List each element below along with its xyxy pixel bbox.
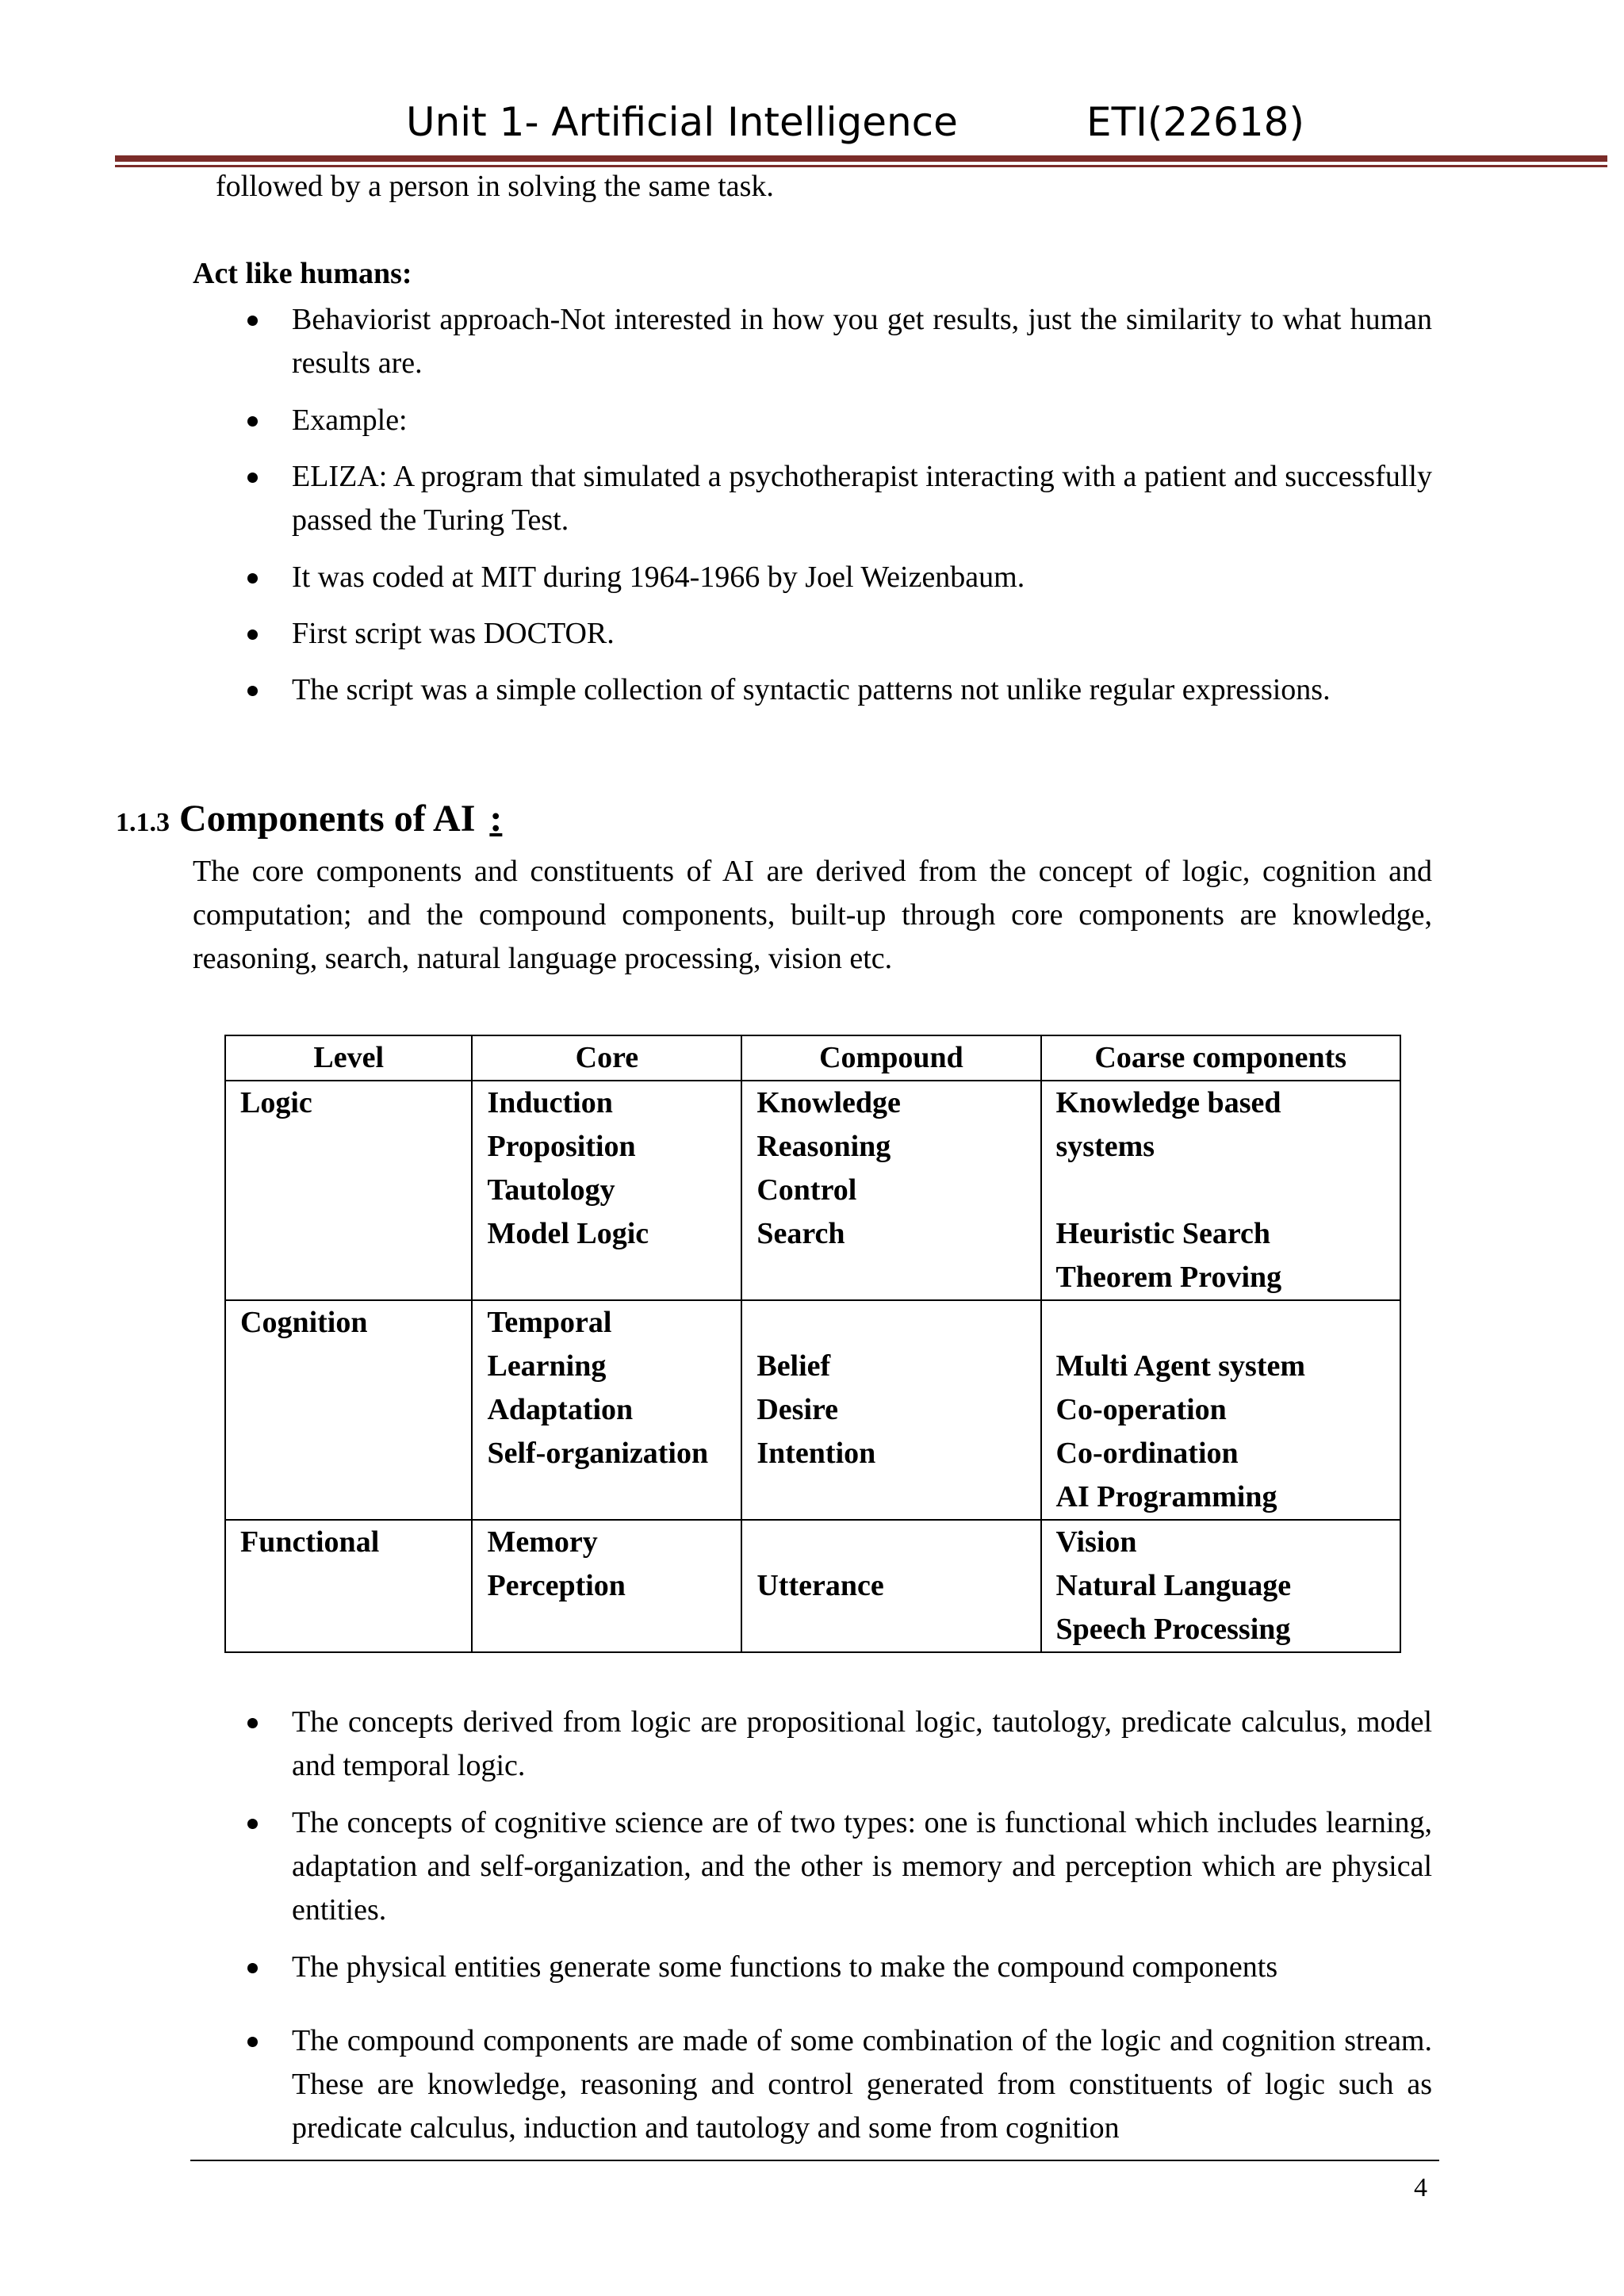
table-row	[225, 1081, 1400, 1300]
bullet-icon	[247, 2037, 258, 2047]
bullet-icon	[247, 686, 258, 696]
section-number: 1.1.3	[116, 808, 170, 837]
continuation-text: followed by a person in solving the same task.	[216, 170, 774, 203]
footer-rule	[190, 2160, 1439, 2161]
list-item: The compound components are made of some combination of the logic and cognition stream. These are knowledge, reasoning and control generated from constituents of logic such as predicate calculus, induction and tautology and some from cognition	[238, 2019, 1432, 2150]
list-item: ELIZA: A program that simulated a psychotherapist interacting with a patient and successfully passed the Turing Test.	[238, 455, 1432, 542]
level-cell: Logic	[225, 1081, 472, 1300]
list-item: First script was DOCTOR.	[238, 612, 1432, 656]
list-item: The physical entities generate some functions to make the compound components	[238, 1946, 1432, 1989]
bullet-icon	[247, 573, 258, 584]
bullet-icon	[247, 416, 258, 427]
header-rule-thick	[115, 155, 1607, 162]
section-colon: :	[489, 798, 503, 840]
act-like-humans-heading: Act like humans:	[193, 257, 412, 290]
section-paragraph: The core components and constituents of AI are derived from the concept of logic, cognition and computation; and the compound components, built-up through core components are knowledge, reasoning, search, natural language processing, vision etc.	[193, 855, 1432, 975]
table-header-row	[225, 1035, 1400, 1081]
section-title: Components of AI	[179, 798, 476, 840]
column-header-coarse: Coarse components	[1041, 1035, 1401, 1081]
bullet-icon	[247, 1963, 258, 1973]
list-item: The script was a simple collection of syntactic patterns not unlike regular expressions.	[238, 668, 1432, 712]
bullet-icon	[247, 1819, 258, 1829]
coarse-cell: Knowledge based systems Heuristic Search Theorem Proving	[1041, 1081, 1401, 1300]
bullet-icon	[247, 316, 258, 326]
bullet-icon	[247, 473, 258, 483]
column-header-level: Level	[225, 1035, 472, 1081]
act-like-humans-list	[238, 298, 1432, 712]
components-table	[224, 1035, 1401, 1653]
column-header-compound: Compound	[741, 1035, 1040, 1081]
list-item: Behaviorist approach-Not interested in how you get results, just the similarity to what human results are.	[238, 298, 1432, 385]
core-cell: Induction Proposition Tautology Model Logic	[472, 1081, 741, 1300]
section-heading	[116, 797, 502, 840]
column-header-core: Core	[472, 1035, 741, 1081]
compound-cell: Knowledge Reasoning Control Search	[741, 1081, 1040, 1300]
table-row	[225, 1520, 1400, 1652]
list-item: The concepts of cognitive science are of two types: one is functional which includes learning, adaptation and self-organization, and the other is memory and perception which are physical entities.	[238, 1801, 1432, 1932]
header-course-code: ETI(22618)	[1086, 99, 1304, 145]
core-cell: Temporal Learning Adaptation Self-organization	[472, 1300, 741, 1520]
bullet-icon	[247, 629, 258, 640]
coarse-cell: Vision Natural Language Speech Processing	[1041, 1520, 1401, 1652]
compound-cell: Belief Desire Intention	[741, 1300, 1040, 1520]
coarse-cell: Multi Agent system Co-operation Co-ordination AI Programming	[1041, 1300, 1401, 1520]
core-cell: Memory Perception	[472, 1520, 741, 1652]
level-cell: Cognition	[225, 1300, 472, 1520]
compound-cell: Utterance	[741, 1520, 1040, 1652]
bullet-icon	[247, 1718, 258, 1728]
list-item: Example:	[238, 399, 1432, 442]
list-item: It was coded at MIT during 1964-1966 by Joel Weizenbaum.	[238, 556, 1432, 599]
concepts-list	[238, 1701, 1432, 2150]
header-title: Unit 1- Artificial Intelligence	[406, 99, 958, 145]
list-item: The concepts derived from logic are propositional logic, tautology, predicate calculus, model and temporal logic.	[238, 1701, 1432, 1788]
page-number: 4	[1414, 2173, 1427, 2202]
table-row	[225, 1300, 1400, 1520]
level-cell: Functional	[225, 1520, 472, 1652]
